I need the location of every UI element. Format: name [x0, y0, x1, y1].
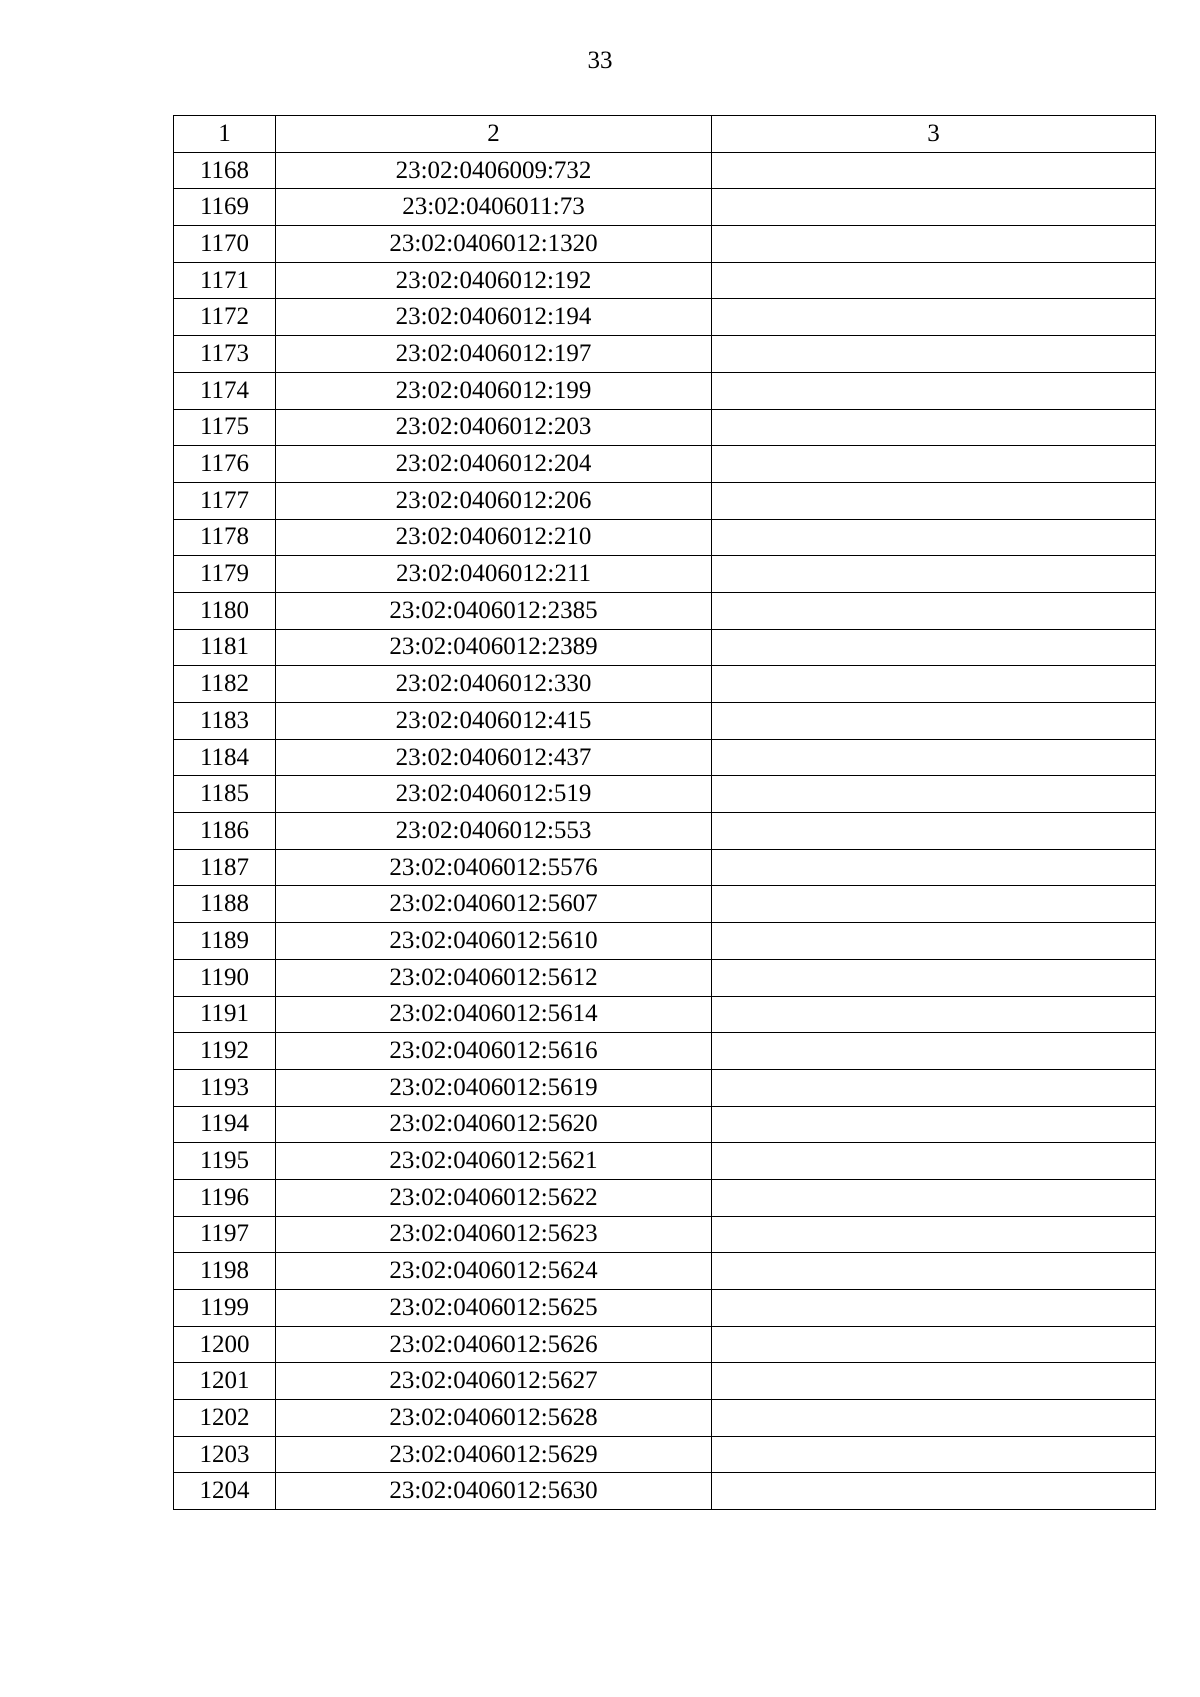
row-number-cell: 1174: [174, 372, 276, 409]
note-cell: [712, 262, 1156, 299]
row-number-cell: 1195: [174, 1143, 276, 1180]
note-cell: [712, 372, 1156, 409]
cadastral-number-cell: 23:02:0406012:5622: [276, 1179, 712, 1216]
cadastral-number-cell: 23:02:0406012:194: [276, 299, 712, 336]
table-row: [174, 1143, 1156, 1180]
row-number-cell: 1169: [174, 189, 276, 226]
table-row: [174, 739, 1156, 776]
table-row: [174, 482, 1156, 519]
note-cell: [712, 556, 1156, 593]
cadastral-number-cell: 23:02:0406012:206: [276, 482, 712, 519]
table-row: [174, 592, 1156, 629]
cadastral-number-cell: 23:02:0406012:5627: [276, 1363, 712, 1400]
row-number-cell: 1190: [174, 959, 276, 996]
note-cell: [712, 923, 1156, 960]
note-cell: [712, 739, 1156, 776]
cadastral-number-cell: 23:02:0406012:5619: [276, 1069, 712, 1106]
cadastral-number-cell: 23:02:0406012:519: [276, 776, 712, 813]
note-cell: [712, 226, 1156, 263]
note-cell: [712, 1143, 1156, 1180]
table-row: [174, 226, 1156, 263]
table-row: [174, 776, 1156, 813]
cadastral-number-cell: 23:02:0406012:197: [276, 336, 712, 373]
note-cell: [712, 1033, 1156, 1070]
row-number-cell: 1182: [174, 666, 276, 703]
table-row: [174, 336, 1156, 373]
cadastral-number-cell: 23:02:0406012:553: [276, 813, 712, 850]
cadastral-number-cell: 23:02:0406012:5628: [276, 1400, 712, 1437]
table-row: [174, 1363, 1156, 1400]
table-row: [174, 1436, 1156, 1473]
row-number-cell: 1193: [174, 1069, 276, 1106]
cadastral-number-cell: 23:02:0406009:732: [276, 152, 712, 189]
cadastral-number-cell: 23:02:0406012:210: [276, 519, 712, 556]
table-row: [174, 629, 1156, 666]
row-number-cell: 1184: [174, 739, 276, 776]
table-row: [174, 996, 1156, 1033]
cadastral-number-cell: 23:02:0406012:437: [276, 739, 712, 776]
table-row: [174, 666, 1156, 703]
cadastral-number-cell: 23:02:0406012:2389: [276, 629, 712, 666]
cadastral-number-cell: 23:02:0406012:192: [276, 262, 712, 299]
row-number-cell: 1183: [174, 703, 276, 740]
row-number-cell: 1197: [174, 1216, 276, 1253]
note-cell: [712, 1400, 1156, 1437]
cadastral-number-cell: 23:02:0406012:2385: [276, 592, 712, 629]
table-row: [174, 189, 1156, 226]
note-cell: [712, 1326, 1156, 1363]
table-row: [174, 446, 1156, 483]
header-cell-col-3: 3: [712, 116, 1156, 153]
row-number-cell: 1175: [174, 409, 276, 446]
cadastral-number-cell: 23:02:0406012:1320: [276, 226, 712, 263]
header-cell-col-1: 1: [174, 116, 276, 153]
table-row: [174, 409, 1156, 446]
page-number: 33: [587, 47, 613, 74]
note-cell: [712, 409, 1156, 446]
row-number-cell: 1173: [174, 336, 276, 373]
cadastral-number-cell: 23:02:0406012:5620: [276, 1106, 712, 1143]
table-row: [174, 1179, 1156, 1216]
cadastral-number-cell: 23:02:0406012:204: [276, 446, 712, 483]
note-cell: [712, 886, 1156, 923]
row-number-cell: 1178: [174, 519, 276, 556]
table-row: [174, 299, 1156, 336]
table-row: [174, 152, 1156, 189]
note-cell: [712, 1473, 1156, 1510]
note-cell: [712, 703, 1156, 740]
note-cell: [712, 1216, 1156, 1253]
row-number-cell: 1170: [174, 226, 276, 263]
table-row: [174, 1253, 1156, 1290]
cadastral-number-cell: 23:02:0406012:415: [276, 703, 712, 740]
table-row: [174, 886, 1156, 923]
header-cell-col-2: 2: [276, 116, 712, 153]
note-cell: [712, 1069, 1156, 1106]
row-number-cell: 1176: [174, 446, 276, 483]
cadastral-number-cell: 23:02:0406012:5607: [276, 886, 712, 923]
note-cell: [712, 813, 1156, 850]
cadastral-number-cell: 23:02:0406012:203: [276, 409, 712, 446]
row-number-cell: 1172: [174, 299, 276, 336]
cadastral-number-cell: 23:02:0406012:5629: [276, 1436, 712, 1473]
cadastral-number-cell: 23:02:0406012:5621: [276, 1143, 712, 1180]
cadastral-number-cell: 23:02:0406012:5610: [276, 923, 712, 960]
cadastral-number-cell: 23:02:0406012:5624: [276, 1253, 712, 1290]
note-cell: [712, 592, 1156, 629]
table-row: [174, 923, 1156, 960]
row-number-cell: 1189: [174, 923, 276, 960]
row-number-cell: 1171: [174, 262, 276, 299]
note-cell: [712, 1436, 1156, 1473]
cadastral-number-cell: 23:02:0406012:5623: [276, 1216, 712, 1253]
table-row: [174, 1290, 1156, 1327]
row-number-cell: 1177: [174, 482, 276, 519]
header-row: [174, 116, 1156, 153]
cadastral-number-cell: 23:02:0406012:211: [276, 556, 712, 593]
table-body: [174, 152, 1156, 1509]
table-header: [174, 116, 1156, 153]
note-cell: [712, 666, 1156, 703]
note-cell: [712, 336, 1156, 373]
row-number-cell: 1192: [174, 1033, 276, 1070]
note-cell: [712, 299, 1156, 336]
note-cell: [712, 629, 1156, 666]
table-row: [174, 849, 1156, 886]
row-number-cell: 1179: [174, 556, 276, 593]
row-number-cell: 1186: [174, 813, 276, 850]
cadastral-number-cell: 23:02:0406012:5625: [276, 1290, 712, 1327]
row-number-cell: 1185: [174, 776, 276, 813]
row-number-cell: 1181: [174, 629, 276, 666]
table-row: [174, 1069, 1156, 1106]
note-cell: [712, 996, 1156, 1033]
table-row: [174, 1033, 1156, 1070]
row-number-cell: 1203: [174, 1436, 276, 1473]
note-cell: [712, 519, 1156, 556]
row-number-cell: 1168: [174, 152, 276, 189]
note-cell: [712, 482, 1156, 519]
row-number-cell: 1194: [174, 1106, 276, 1143]
table-row: [174, 556, 1156, 593]
row-number-cell: 1201: [174, 1363, 276, 1400]
cadastral-number-cell: 23:02:0406012:199: [276, 372, 712, 409]
row-number-cell: 1188: [174, 886, 276, 923]
table-row: [174, 1473, 1156, 1510]
row-number-cell: 1204: [174, 1473, 276, 1510]
note-cell: [712, 189, 1156, 226]
row-number-cell: 1200: [174, 1326, 276, 1363]
cadastral-number-cell: 23:02:0406011:73: [276, 189, 712, 226]
row-number-cell: 1202: [174, 1400, 276, 1437]
cadastral-number-cell: 23:02:0406012:5614: [276, 996, 712, 1033]
table-row: [174, 959, 1156, 996]
row-number-cell: 1199: [174, 1290, 276, 1327]
note-cell: [712, 1290, 1156, 1327]
table-row: [174, 1400, 1156, 1437]
note-cell: [712, 1106, 1156, 1143]
table-row: [174, 1326, 1156, 1363]
cadastral-number-cell: 23:02:0406012:5626: [276, 1326, 712, 1363]
cadastral-number-cell: 23:02:0406012:5630: [276, 1473, 712, 1510]
registry-table: [173, 115, 1156, 1510]
table-row: [174, 813, 1156, 850]
note-cell: [712, 1253, 1156, 1290]
cadastral-number-cell: 23:02:0406012:330: [276, 666, 712, 703]
row-number-cell: 1180: [174, 592, 276, 629]
table-row: [174, 519, 1156, 556]
note-cell: [712, 446, 1156, 483]
table-row: [174, 1216, 1156, 1253]
note-cell: [712, 849, 1156, 886]
note-cell: [712, 152, 1156, 189]
cadastral-number-cell: 23:02:0406012:5612: [276, 959, 712, 996]
table-row: [174, 372, 1156, 409]
note-cell: [712, 959, 1156, 996]
note-cell: [712, 776, 1156, 813]
row-number-cell: 1191: [174, 996, 276, 1033]
row-number-cell: 1196: [174, 1179, 276, 1216]
cadastral-number-cell: 23:02:0406012:5616: [276, 1033, 712, 1070]
row-number-cell: 1198: [174, 1253, 276, 1290]
table-row: [174, 262, 1156, 299]
note-cell: [712, 1179, 1156, 1216]
table-row: [174, 703, 1156, 740]
cadastral-number-cell: 23:02:0406012:5576: [276, 849, 712, 886]
row-number-cell: 1187: [174, 849, 276, 886]
table-row: [174, 1106, 1156, 1143]
note-cell: [712, 1363, 1156, 1400]
